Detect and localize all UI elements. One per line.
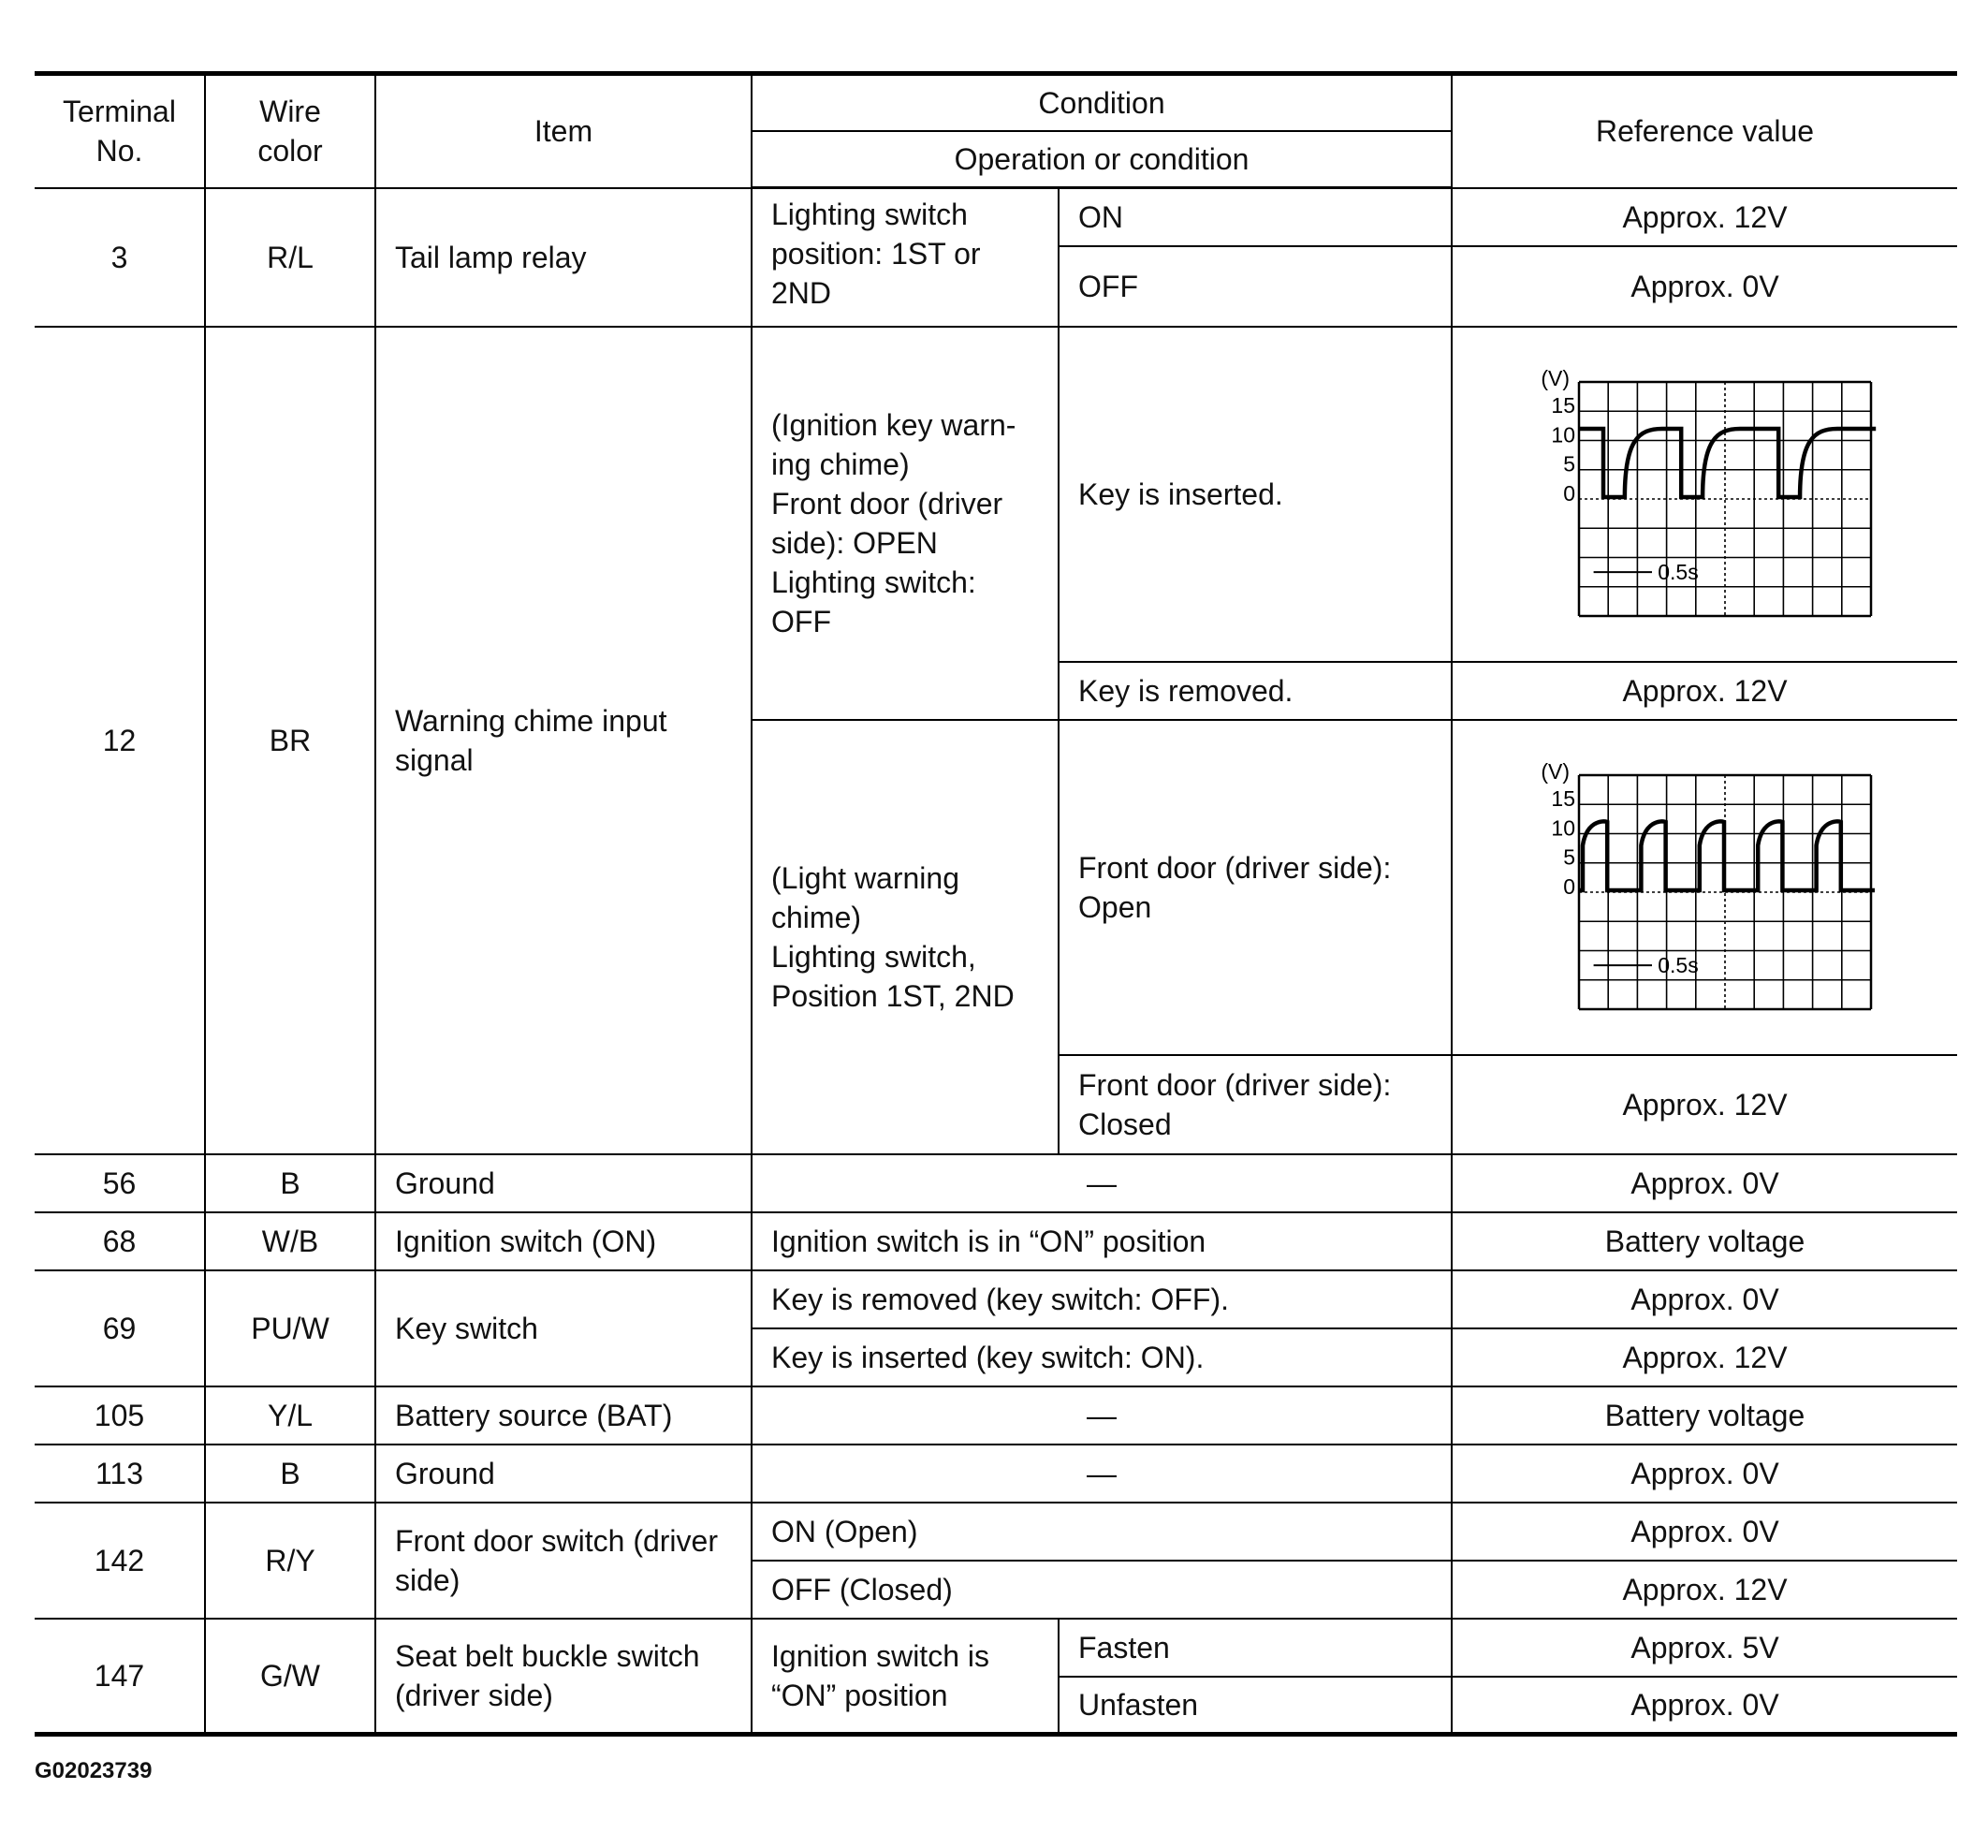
y-tick-label: 10 (1550, 814, 1575, 840)
table-row (35, 1154, 1957, 1212)
y-tick-label: 0 (1562, 873, 1575, 899)
time-scale-label: 0.5s (1657, 952, 1699, 977)
table-row (35, 1386, 1957, 1445)
y-tick-label: 15 (1550, 785, 1575, 811)
condition-cell: Ignition switch is in “ON” position (752, 1212, 1452, 1270)
reference-value-cell: Approx. 5V (1452, 1619, 1957, 1677)
terminal-cell: 113 (35, 1445, 205, 1503)
reference-value-cell: Approx. 0V (1452, 1503, 1957, 1561)
waveform-cell-key-inserted (1452, 327, 1957, 662)
item-cell: Battery source (BAT) (375, 1386, 752, 1445)
time-scale-label: 0.5s (1657, 559, 1699, 584)
condition-cell: Key is inserted (key switch: ON). (752, 1328, 1452, 1386)
y-tick-label: 5 (1562, 451, 1575, 476)
condition-cell: Lighting switch position: 1ST or 2ND (752, 188, 1059, 327)
reference-value-cell: Battery voltage (1452, 1212, 1957, 1270)
operation-cell: Key is removed. (1059, 662, 1452, 720)
reference-value-cell: Approx. 0V (1452, 1270, 1957, 1328)
terminal-cell: 147 (35, 1619, 205, 1735)
condition-cell: ON (Open) (752, 1503, 1452, 1561)
header-condition: Condition (752, 74, 1452, 131)
table-row (35, 1503, 1957, 1561)
operation-cell: ON (1059, 188, 1452, 246)
condition-cell: (Light warning chime) Lighting switch, Position 1ST, 2ND (752, 720, 1059, 1154)
operation-cell: Front door (driver side): Open (1059, 720, 1452, 1055)
waveform-cell-door-open (1452, 720, 1957, 1055)
wire-color-cell: W/B (205, 1212, 375, 1270)
y-unit-label: (V) (1540, 367, 1570, 390)
y-tick-label: 0 (1562, 480, 1575, 506)
wire-color-cell: BR (205, 327, 375, 1154)
waveform-trace (1579, 429, 1876, 497)
reference-value-cell: Approx. 0V (1452, 246, 1957, 327)
reference-value-cell: Battery voltage (1452, 1386, 1957, 1445)
wire-color-cell: G/W (205, 1619, 375, 1735)
reference-value-cell: Approx. 0V (1452, 1677, 1957, 1735)
item-cell: Tail lamp relay (375, 188, 752, 327)
condition-cell: — (752, 1386, 1452, 1445)
wire-color-cell: R/Y (205, 1503, 375, 1619)
operation-cell: Key is inserted. (1059, 327, 1452, 662)
terminal-cell: 12 (35, 327, 205, 1154)
reference-value-cell: Approx. 0V (1452, 1154, 1957, 1212)
condition-cell: Key is removed (key switch: OFF). (752, 1270, 1452, 1328)
wire-color-cell: B (205, 1154, 375, 1212)
terminal-cell: 142 (35, 1503, 205, 1619)
waveform-trace (1579, 821, 1875, 890)
condition-cell: — (752, 1445, 1452, 1503)
reference-value-cell: Approx. 12V (1452, 188, 1957, 246)
header-reference-value: Reference value (1452, 74, 1957, 188)
operation-cell: OFF (1059, 246, 1452, 327)
y-tick-label: 5 (1562, 844, 1575, 869)
terminal-cell: 56 (35, 1154, 205, 1212)
header-operation-or-condition: Operation or condition (752, 131, 1452, 188)
terminal-cell: 68 (35, 1212, 205, 1270)
y-tick-label: 10 (1550, 421, 1575, 447)
wire-color-cell: R/L (205, 188, 375, 327)
terminal-reference-table (35, 71, 1957, 1737)
reference-value-cell: Approx. 0V (1452, 1445, 1957, 1503)
terminal-cell: 3 (35, 188, 205, 327)
condition-cell: OFF (Closed) (752, 1561, 1452, 1619)
table-row (35, 1270, 1957, 1328)
table-row (35, 1619, 1957, 1677)
reference-value-cell: Approx. 12V (1452, 1561, 1957, 1619)
reference-value-cell: Approx. 12V (1452, 1055, 1957, 1154)
table-row (35, 1445, 1957, 1503)
figure-id: G02023739 (35, 1758, 153, 1783)
terminal-reference-table-page (35, 71, 1957, 1737)
item-cell: Ground (375, 1445, 752, 1503)
item-cell: Seat belt buckle switch (driver side) (375, 1619, 752, 1735)
item-cell: Warning chime input signal (375, 327, 752, 1154)
y-unit-label: (V) (1540, 760, 1570, 784)
header-terminal-no: Terminal No. (35, 74, 205, 188)
wire-color-cell: B (205, 1445, 375, 1503)
table-row (35, 1212, 1957, 1270)
condition-cell: Ignition switch is “ON” position (752, 1619, 1059, 1735)
terminal-cell: 69 (35, 1270, 205, 1386)
condition-cell: (Ignition key warn- ing chime) Front door (driver side): OPEN Lighting switch: OFF (752, 327, 1059, 720)
item-cell: Ignition switch (ON) (375, 1212, 752, 1270)
table-row (35, 327, 1957, 662)
waveform-chart-key-inserted (1532, 368, 1878, 621)
header-item: Item (375, 74, 752, 188)
operation-cell: Fasten (1059, 1619, 1452, 1677)
item-cell: Front door switch (driver side) (375, 1503, 752, 1619)
reference-value-cell: Approx. 12V (1452, 1328, 1957, 1386)
reference-value-cell: Approx. 12V (1452, 662, 1957, 720)
y-tick-label: 15 (1550, 392, 1575, 418)
item-cell: Key switch (375, 1270, 752, 1386)
terminal-cell: 105 (35, 1386, 205, 1445)
waveform-chart-door-open (1532, 761, 1878, 1014)
operation-cell: Unfasten (1059, 1677, 1452, 1735)
operation-cell: Front door (driver side): Closed (1059, 1055, 1452, 1154)
table-row (35, 188, 1957, 246)
condition-cell: — (752, 1154, 1452, 1212)
wire-color-cell: Y/L (205, 1386, 375, 1445)
item-cell: Ground (375, 1154, 752, 1212)
header-wire-color: Wire color (205, 74, 375, 188)
wire-color-cell: PU/W (205, 1270, 375, 1386)
